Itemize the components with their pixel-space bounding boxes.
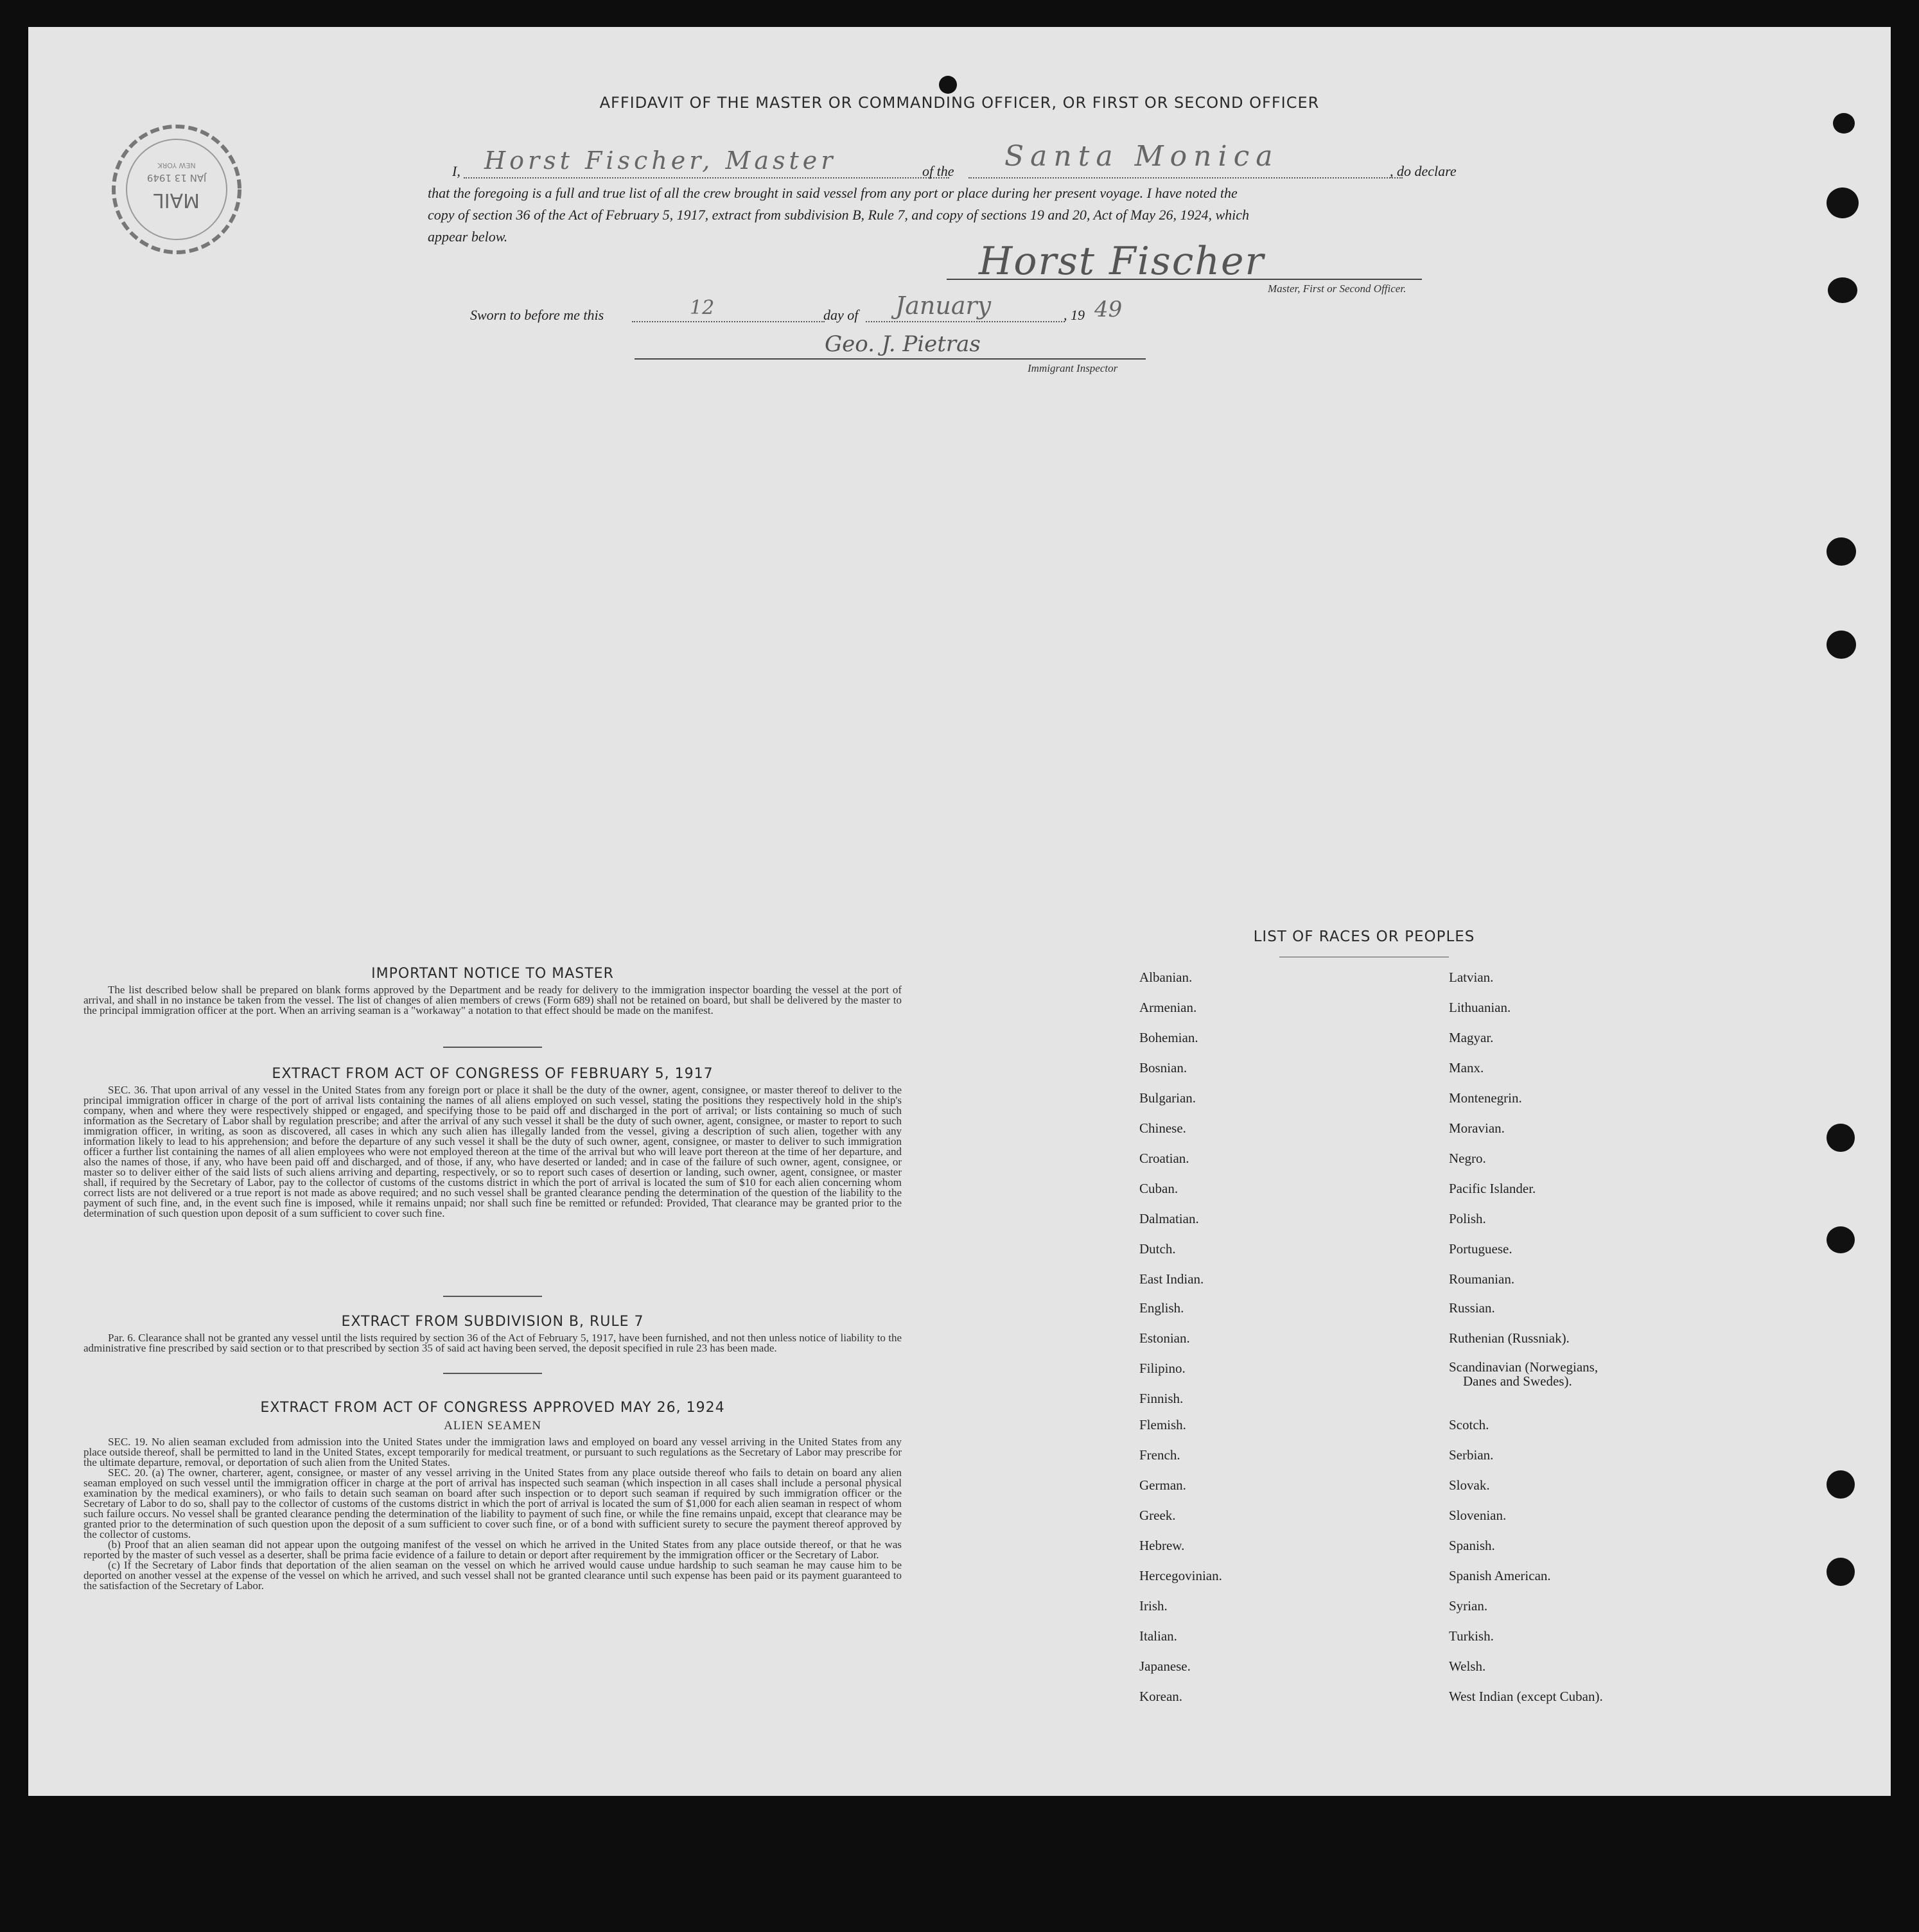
punch-hole [1828,277,1857,303]
race-item: Greek. [1139,1508,1176,1523]
svg-text:JAN 13 1949: JAN 13 1949 [146,172,207,184]
race-item: Latvian. [1449,970,1494,985]
race-item: Filipino. [1139,1361,1186,1376]
race-item: Hebrew. [1139,1538,1185,1553]
declaration-line-3: appear below. [428,229,508,245]
master-signature-line [947,279,1422,280]
notice-paragraph: The list described below shall be prepared on blank forms approved by the Department and be ready for delivery to the immigration inspector boarding the vessel at the port of arrival, and shall in no instance be taken from the vessel. The list of changes of alien members of crews (Form 689) shall not be retained on board, but shall be delivered by the master to the principal immigration officer at the port. When an arriving seaman is a "workaway" a notation to that effect should be made on the manifest. [83,984,902,1016]
race-item: German. [1139,1477,1186,1493]
svg-text:NEW YORK: NEW YORK [157,161,196,170]
race-item: Pacific Islander. [1449,1181,1536,1196]
extract-rule7-title: EXTRACT FROM SUBDIVISION B, RULE 7 [341,1314,644,1330]
race-item: Syrian. [1449,1598,1488,1614]
race-item: Montenegrin. [1449,1090,1522,1106]
document-page [28,27,1891,1796]
svg-text:MAIL: MAIL [153,189,200,211]
master-name-handwritten: Horst Fischer, Master [484,146,837,175]
race-item: Slovak. [1449,1477,1490,1493]
race-item: Chinese. [1139,1120,1186,1136]
race-item: Flemish. [1139,1417,1186,1432]
postmark-stamp [109,122,244,257]
race-item: Hercegovinian. [1139,1568,1222,1583]
race-item: Roumanian. [1449,1271,1515,1287]
do-declare-label: , do declare [1390,163,1457,179]
extract-rule7-text [83,1333,902,1353]
race-item: Finnish. [1139,1391,1184,1406]
race-item: Albanian. [1139,970,1193,985]
sworn-day-handwritten: 12 [690,297,715,319]
race-item-continued: Danes and Swedes). [1463,1373,1572,1389]
punch-hole [1827,631,1856,659]
race-item: Bulgarian. [1139,1090,1196,1106]
race-item: Serbian. [1449,1447,1494,1463]
race-item: Italian. [1139,1628,1177,1644]
race-item: Lithuanian. [1449,1000,1511,1015]
race-item: Cuban. [1139,1181,1179,1196]
section-divider [443,1373,542,1374]
sworn-month-handwritten: January [895,292,992,320]
sec-36-paragraph: SEC. 36. That upon arrival of any vessel in the United States from any foreign port or place it shall be the duty of the owner, agent, consignee, or master thereof to deliver to the principal immigration officer in charge of the port of arrival lists containing the names of all aliens employed on such vessel, stating the positions they respectively hold in the ship's company, when and where they were respectively shipped or engaged, and specifying those to be paid off and discharged in the port of arrival; or lists containing so much of such information as the Secretary of Labor shall by regulation prescribe; and after the arrival of any such vessel it shall be the duty of such owner, agent, consignee, or master to report to such immigration officer, in writing, as soon as discovered, all cases in which any such alien has illegally landed from the vessel, giving a description of such alien, together with any information likely to lead to his apprehension; and before the departure of any such vessel it shall be the duty of such owner, agent, consignee, or master to deliver to such immigration officer a further list containing the names of all alien employees who were not employed thereon at the time of the arrival but who will leave port thereon at the time of her departure, and also the names of those, if any, who have been paid off and discharged, and of those, if any, who have deserted or landed; and in case of the failure of such owner, agent, consignee, or master so to deliver either of the said lists of such aliens arriving and departing, respectively, or so to report such cases of desertion or landing, such owner, agent, consignee, or master shall, if required by the Secretary of Labor, pay to the collector of customs of the customs district in which the port of arrival is located the sum of $10 for each alien concerning whom correct lists are not delivered or a true report is not made as above required; and no such vessel shall be granted clearance pending the determination of the question of the liability to the payment of such fine, and, in the event such fine is imposed, while it remains unpaid; nor shall such fine be remitted or refunded: Provided, That clearance may be granted prior to the determination of such question upon deposit of a sum sufficient to cover such fine. [83,1084,902,1219]
extract-1924-text [83,1437,902,1591]
vessel-name-handwritten: Santa Monica [1004,140,1279,173]
race-item: Negro. [1449,1151,1486,1166]
extract-1917-title: EXTRACT FROM ACT OF CONGRESS OF FEBRUARY 5, 1917 [272,1066,714,1082]
punch-hole [939,76,957,94]
affidavit-i-label: I, [452,163,460,179]
sec-19-paragraph: SEC. 19. No alien seaman excluded from admission into the United States under the immigration laws and employed on board any vessel arriving in the United States from any place outside thereof, shall be permitted to land in the United States, except temporarily for medical treatment, or pursuant to such regulations as the Secretary of Labor may prescribe for the ultimate departure, removal, or deportation of such alien from the United States. [83,1436,902,1468]
races-right-column [1449,970,1783,1740]
section-divider [443,1047,542,1048]
punch-hole [1827,1558,1855,1586]
race-item: West Indian (except Cuban). [1449,1689,1603,1704]
notice-text [83,985,902,1016]
race-item: Scotch. [1449,1417,1489,1432]
race-item: Japanese. [1139,1658,1191,1674]
race-item: Scandinavian (Norwegians, [1449,1359,1599,1375]
race-item: Dalmatian. [1139,1211,1199,1226]
alien-seamen-subtitle: ALIEN SEAMEN [444,1419,541,1432]
par-6-paragraph: Par. 6. Clearance shall not be granted any vessel until the lists required by section 36 of the Act of February 5, 1917, have been furnished, and not then unless notice of liability to the administrative fine prescribed by said section or to that prescribed by section 35 of said act having been served, the deposit specified in rule 23 has been made. [83,1332,902,1354]
race-item: French. [1139,1447,1180,1463]
punch-hole [1827,1124,1855,1152]
race-item: Dutch. [1139,1241,1176,1257]
punch-hole [1827,187,1859,218]
race-item: Spanish American. [1449,1568,1551,1583]
sec-20a-paragraph: SEC. 20. (a) The owner, charterer, agent, consignee, or master of any vessel arriving in the United States from any place outside thereof who fails to detain on board any alien seaman employed on such vessel until the immigration officer in charge at the port of arrival has inspected such seaman (which inspection in all cases shall include a personal physical examination by the medical examiners), or who fails to detain such seaman on board after such inspection or to deport such seaman if required by such immigration officer or the Secretary of Labor to do so, shall pay to the collector of customs of the customs district in which the port of arrival is located the sum of $1,000 for each alien seaman in respect of whom such failure occurs. No vessel shall be granted clearance pending the determination of the liability to payment of such fine, or while the fine remains unpaid, except that clearance may be granted prior to the determination of such question upon the deposit of a sum sufficient to cover such fine, or of a bond with sufficient surety to secure the payment thereof approved by the collector of customs. [83,1466,902,1540]
of-the-label: of the [922,163,954,179]
declaration-line-2: copy of section 36 of the Act of February 5, 1917, extract from subdivision B, Rule 7, and copy of sections 19 and 20, Act of May 26, 1924, which [428,207,1250,223]
sworn-month-line [866,321,1065,322]
section-divider [443,1296,542,1297]
race-item: Bosnian. [1139,1060,1187,1075]
race-item: Estonian. [1139,1330,1190,1346]
punch-hole [1827,1226,1855,1253]
race-item: Polish. [1449,1211,1486,1226]
day-of-label: day of [823,307,859,323]
declaration-line-1: that the foregoing is a full and true list of all the crew brought in said vessel from any port or place during her present voyage. I have noted the [428,185,1238,201]
punch-hole [1827,537,1856,566]
race-item: Moravian. [1449,1120,1505,1136]
master-signature: Horst Fischer [979,239,1265,284]
race-item: Welsh. [1449,1658,1486,1674]
vessel-line [968,177,1403,178]
punch-hole [1833,113,1855,134]
inspector-signature-line [635,358,1146,360]
extract-1924-title: EXTRACT FROM ACT OF CONGRESS APPROVED MAY 26, 1924 [260,1400,725,1416]
race-item: Korean. [1139,1689,1183,1704]
year-handwritten: 49 [1094,297,1123,322]
extract-1917-text [83,1085,902,1219]
race-item: Russian. [1449,1300,1495,1316]
race-item: Armenian. [1139,1000,1197,1015]
inspector-caption: Immigrant Inspector [1028,362,1118,374]
notice-title: IMPORTANT NOTICE TO MASTER [371,966,614,982]
race-item: Bohemian. [1139,1030,1198,1045]
race-item: Irish. [1139,1598,1168,1614]
races-left-column [1139,970,1409,1740]
race-item: Magyar. [1449,1030,1494,1045]
race-item: Manx. [1449,1060,1484,1075]
race-item: Croatian. [1139,1151,1189,1166]
affidavit-title: AFFIDAVIT OF THE MASTER OR COMMANDING OFFICER, OR FIRST OR SECOND OFFICER [599,94,1320,112]
sworn-label: Sworn to before me this [470,307,604,323]
race-item: East Indian. [1139,1271,1204,1287]
race-item: English. [1139,1300,1184,1316]
punch-hole [1827,1470,1855,1499]
race-item: Portuguese. [1449,1241,1512,1257]
sworn-day-line [632,321,825,322]
race-item: Slovenian. [1449,1508,1507,1523]
race-item: Turkish. [1449,1628,1494,1644]
year-prefix: , 19 [1064,307,1085,323]
name-line [464,177,949,178]
master-caption: Master, First or Second Officer. [1268,283,1406,295]
sec-20c-paragraph: (c) If the Secretary of Labor finds that deportation of the alien seaman on the vessel on which he arrived would cause undue hardship to such seaman he may cause him to be deported on another vessel at the expense of the vessel on which he arrived, and such vessel shall not be granted clearance until such expense has been paid or its payment guaranteed to the satisfaction of the Secretary of Labor. [83,1559,902,1592]
race-item: Ruthenian (Russniak). [1449,1330,1570,1346]
sec-20b-paragraph: (b) Proof that an alien seaman did not appear upon the outgoing manifest of the vessel on which he arrived in the United States from any place outside thereof, or that he was reported by the master of such vessel as a deserter, shall be prima facie evidence of a failure to detain or deport after requirement by the immigration officer or the Secretary of Labor. [83,1538,902,1561]
race-item: Spanish. [1449,1538,1495,1553]
inspector-signature: Geo. J. Pietras [825,331,981,357]
races-title: LIST OF RACES OR PEOPLES [1253,928,1475,945]
